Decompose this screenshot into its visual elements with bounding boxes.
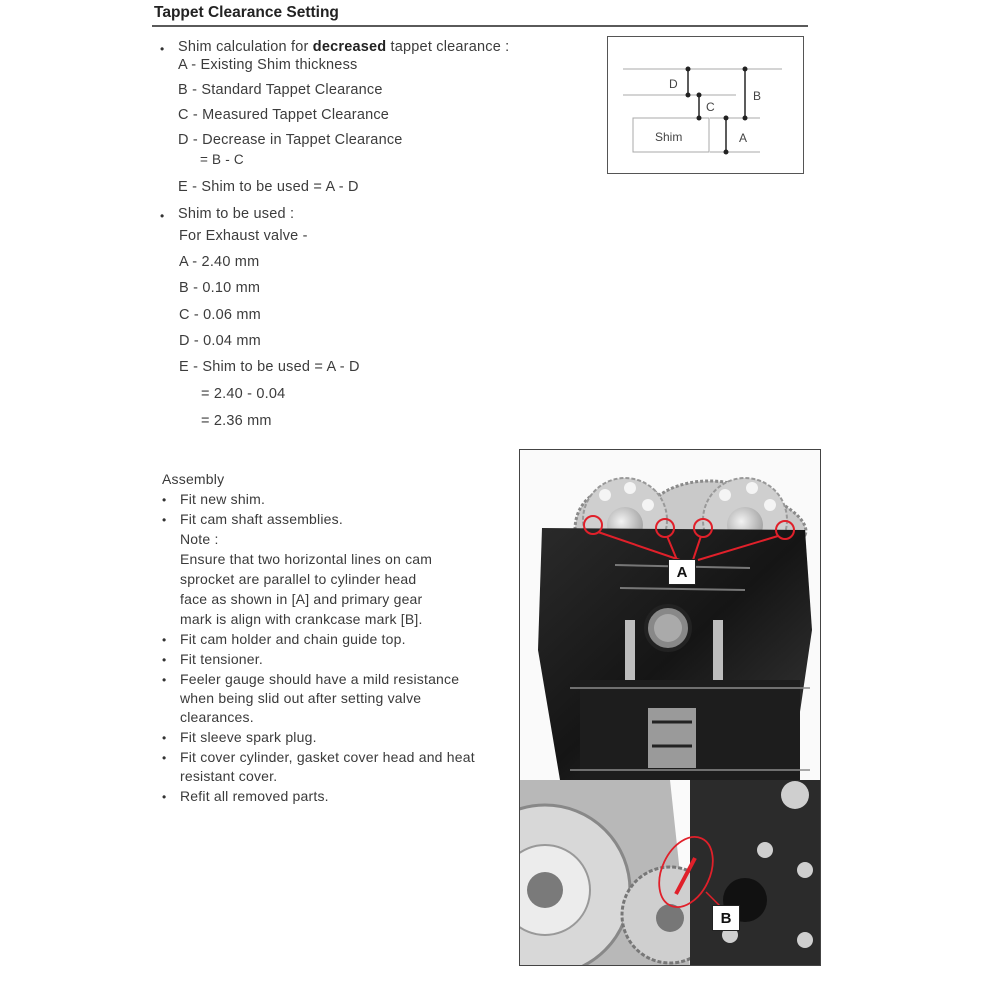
- assembly-step-continued: resistant cover.: [180, 768, 278, 784]
- page-title: Tappet Clearance Setting: [154, 4, 339, 21]
- assembly-step-continued: when being slid out after setting valve: [180, 690, 422, 706]
- diagram-svg: [608, 37, 805, 175]
- assembly-step: Fit cover cylinder, gasket cover head and heat: [180, 749, 475, 765]
- bullet: •: [162, 493, 167, 507]
- bullet: •: [162, 731, 167, 745]
- assembly-step: Refit all removed parts.: [180, 788, 329, 804]
- definition-c: C - Measured Tappet Clearance: [178, 107, 390, 123]
- dimension-dot: [743, 67, 748, 72]
- dimension-dot: [686, 93, 691, 98]
- intro-text-end: tappet clearance :: [386, 39, 510, 55]
- intro-bold-word: decreased: [312, 39, 387, 55]
- label-a: A: [739, 131, 748, 145]
- assembly-step: Fit cam shaft assemblies.: [180, 511, 343, 527]
- dimension-dot: [697, 93, 702, 98]
- shim-clearance-diagram: [607, 36, 804, 174]
- bullet: •: [162, 633, 167, 647]
- bullet: •: [162, 751, 167, 765]
- example-value-b: B - 0.10 mm: [179, 280, 261, 296]
- dimension-dot: [743, 116, 748, 121]
- dimension-dot: [697, 116, 702, 121]
- assembly-step-continued: clearances.: [180, 709, 254, 725]
- engine-photo: [519, 449, 821, 966]
- example-value-c: C - 0.06 mm: [179, 307, 261, 323]
- example-heading: Shim to be used :: [178, 206, 295, 222]
- example-value-e: E - Shim to be used = A - D: [179, 359, 360, 375]
- example-subheading: For Exhaust valve -: [179, 228, 308, 244]
- assembly-step: Fit sleeve spark plug.: [180, 729, 317, 745]
- label-shim: Shim: [655, 130, 683, 144]
- bullet: •: [162, 653, 167, 667]
- label-d: D: [669, 77, 678, 91]
- assembly-note-text: face as shown in [A] and primary gear: [180, 591, 423, 607]
- callout-a: A: [668, 559, 696, 585]
- assembly-step: Fit tensioner.: [180, 651, 263, 667]
- example-calc-step: = 2.40 - 0.04: [201, 386, 286, 402]
- dimension-dot: [724, 116, 729, 121]
- calculation-intro: [178, 39, 509, 55]
- assembly-note-text: sprocket are parallel to cylinder head: [180, 571, 417, 587]
- example-value-a: A - 2.40 mm: [179, 254, 260, 270]
- bullet: •: [162, 790, 167, 804]
- definition-e: E - Shim to be used = A - D: [178, 179, 359, 195]
- assembly-heading: Assembly: [162, 471, 225, 487]
- definition-d-formula: = B - C: [200, 152, 244, 167]
- bullet: •: [160, 209, 165, 223]
- bullet: •: [160, 42, 165, 56]
- bullet: •: [162, 513, 167, 527]
- assembly-step: Feeler gauge should have a mild resistance: [180, 671, 460, 687]
- title-underline: [152, 25, 808, 27]
- assembly-step: Fit cam holder and chain guide top.: [180, 631, 406, 647]
- assembly-note-label: Note :: [180, 531, 219, 547]
- engine-illustration: [520, 450, 821, 966]
- example-value-d: D - 0.04 mm: [179, 333, 261, 349]
- definition-d: D - Decrease in Tappet Clearance: [178, 132, 403, 148]
- label-b: B: [753, 89, 762, 103]
- dimension-dot: [724, 150, 729, 155]
- example-result: = 2.36 mm: [201, 413, 272, 429]
- assembly-step: Fit new shim.: [180, 491, 266, 507]
- assembly-note-text: Ensure that two horizontal lines on cam: [180, 551, 433, 567]
- bullet: •: [162, 673, 167, 687]
- assembly-note-text: mark is align with crankcase mark [B].: [180, 611, 423, 627]
- definition-a: A - Existing Shim thickness: [178, 57, 358, 73]
- intro-text: Shim calculation for: [178, 39, 313, 55]
- label-c: C: [706, 100, 715, 114]
- callout-b: B: [712, 905, 740, 931]
- definition-b: B - Standard Tappet Clearance: [178, 82, 383, 98]
- dimension-dot: [686, 67, 691, 72]
